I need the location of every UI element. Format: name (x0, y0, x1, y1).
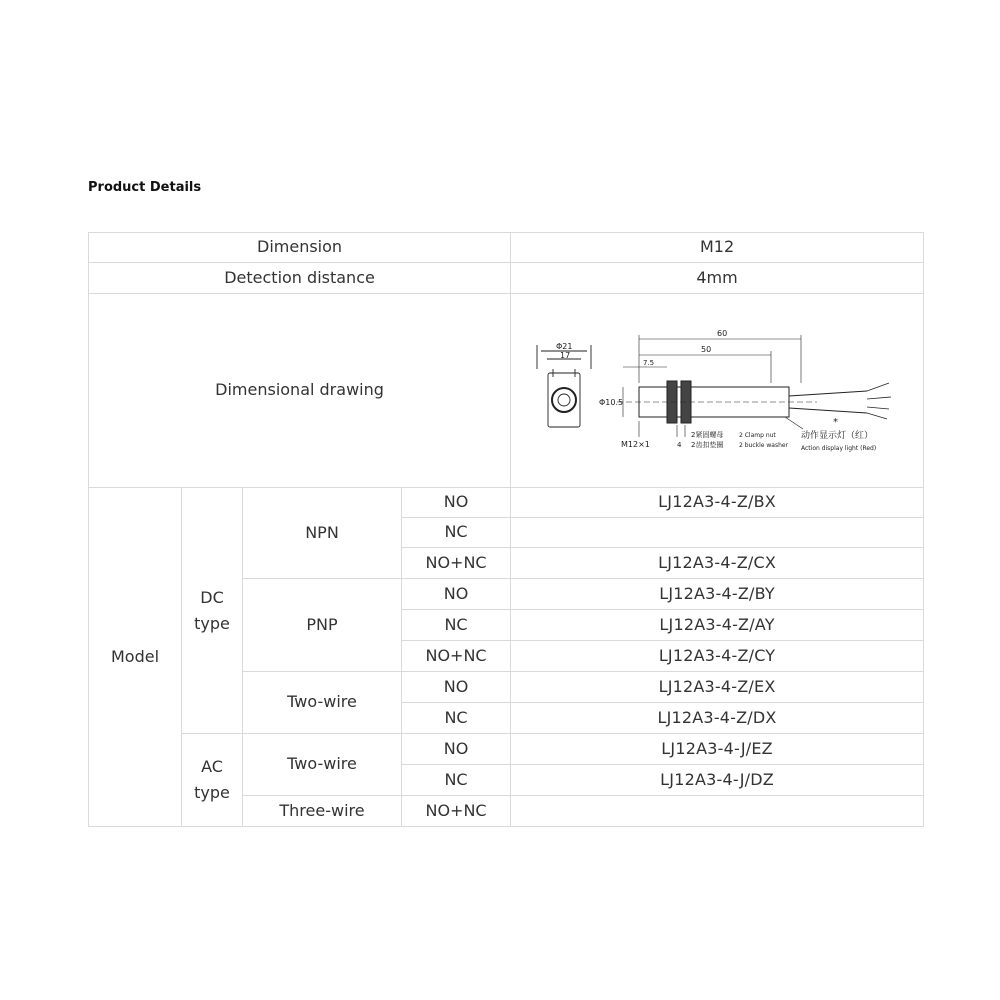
dimension-row (89, 233, 924, 263)
model-code: LJ12A3-4-Z/EX (511, 672, 924, 703)
dc-type-label: DC type (182, 488, 243, 734)
dim-phi10-5: Φ10.5 (599, 397, 624, 407)
nut-label-en: 2 Clamp nut (739, 431, 776, 439)
dim-4: 4 (677, 440, 682, 449)
dimensional-drawing-label: Dimensional drawing (89, 294, 511, 488)
nut-label-cn: 2紧固螺母 (691, 430, 724, 439)
contact-cell: NC (402, 703, 511, 734)
dim-60: 60 (717, 328, 728, 338)
ac-three-wire-label: Three-wire (243, 796, 402, 827)
contact-cell: NO (402, 672, 511, 703)
dim-7-5: 7.5 (643, 358, 655, 367)
model-code: LJ12A3-4-Z/DX (511, 703, 924, 734)
washer-label-cn: 2齿扣垫圈 (691, 440, 724, 449)
pnp-label: PNP (243, 579, 402, 672)
ac-type-label: AC type (182, 734, 243, 827)
detection-distance-label: Detection distance (89, 263, 511, 294)
model-code (511, 518, 924, 548)
contact-cell: NO (402, 579, 511, 610)
model-code: LJ12A3-4-Z/BY (511, 579, 924, 610)
npn-label: NPN (243, 488, 402, 579)
dim-50: 50 (701, 344, 712, 354)
contact-cell: NC (402, 518, 511, 548)
model-code: LJ12A3-4-J/DZ (511, 765, 924, 796)
contact-cell: NO (402, 734, 511, 765)
product-spec-table (88, 232, 924, 827)
contact-cell: NO (402, 488, 511, 518)
detection-distance-value: 4mm (511, 263, 924, 294)
detection-row (89, 263, 924, 294)
light-label-en: Action display light (Red) (801, 444, 877, 452)
model-code: LJ12A3-4-Z/AY (511, 610, 924, 641)
dim-thread: M12×1 (621, 439, 650, 449)
model-code: LJ12A3-4-J/EZ (511, 734, 924, 765)
ac-two-wire-label: Two-wire (243, 734, 402, 796)
dc-two-wire-label: Two-wire (243, 672, 402, 734)
model-code: LJ12A3-4-Z/CY (511, 641, 924, 672)
table-row (89, 734, 924, 765)
dimensional-drawing-cell (511, 294, 924, 488)
contact-cell: NO+NC (402, 796, 511, 827)
contact-cell: NO+NC (402, 641, 511, 672)
dim-17: 17 (560, 350, 571, 360)
model-label: Model (89, 488, 182, 827)
page-title: Product Details (88, 180, 202, 195)
model-code (511, 796, 924, 827)
dimension-value: M12 (511, 233, 924, 263)
drawing-row (89, 294, 924, 488)
dim-phi21: Φ21 (556, 341, 573, 351)
sensor-dimension-drawing (517, 321, 917, 461)
side-view (617, 335, 891, 437)
dimension-label: Dimension (89, 233, 511, 263)
model-code: LJ12A3-4-Z/BX (511, 488, 924, 518)
washer-label-en: 2 buckle washer (739, 441, 789, 449)
model-code: LJ12A3-4-Z/CX (511, 548, 924, 579)
light-label-cn: 动作显示灯（红） (801, 430, 874, 441)
contact-cell: NO+NC (402, 548, 511, 579)
star-mark: * (833, 416, 839, 428)
contact-cell: NC (402, 765, 511, 796)
table-row (89, 488, 924, 518)
contact-cell: NC (402, 610, 511, 641)
